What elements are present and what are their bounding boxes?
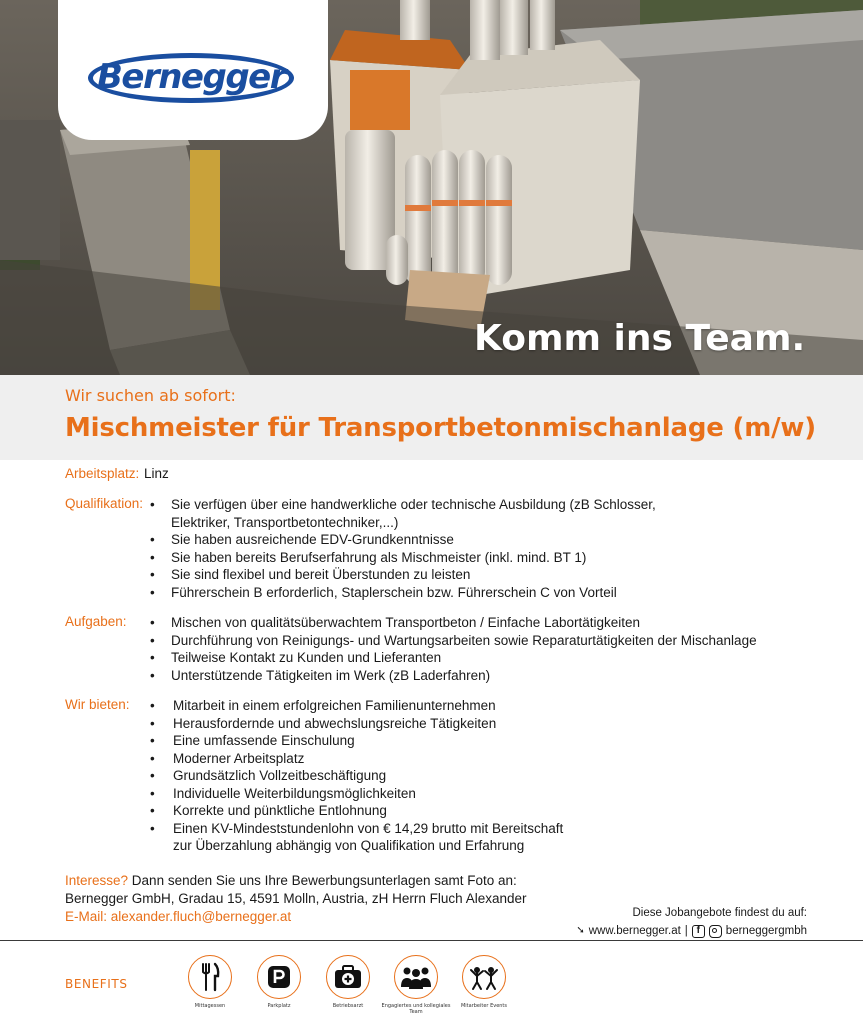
list-item-text: • Einen KV-Mindeststundenlohn von € 14,29 brutto mit Bereitschaft bbox=[173, 820, 564, 836]
list-item bbox=[150, 750, 563, 768]
hero-claim: Komm ins Team. bbox=[474, 318, 806, 359]
list-item bbox=[150, 614, 757, 632]
benefit-circle bbox=[462, 955, 506, 999]
first-aid-icon bbox=[334, 965, 362, 989]
list-item-text: Sie haben ausreichende EDV-Grundkenntnisse bbox=[171, 532, 454, 547]
list-item bbox=[150, 820, 563, 855]
list-item-text: Moderner Arbeitsplatz bbox=[173, 750, 305, 766]
wir-bieten-list bbox=[150, 697, 563, 855]
instagram-icon[interactable] bbox=[709, 925, 722, 938]
event-icon bbox=[468, 963, 500, 991]
list-item bbox=[150, 584, 656, 602]
cutlery-icon bbox=[197, 962, 223, 992]
list-item-text: Grundsätzlich Vollzeitbeschäftigung bbox=[173, 768, 387, 783]
benefit-caption: Parkplatz bbox=[267, 1003, 291, 1009]
parking-icon bbox=[267, 965, 291, 989]
list-item bbox=[150, 632, 757, 650]
list-item bbox=[150, 785, 563, 803]
benefits-label: BENEFITS bbox=[65, 977, 128, 991]
list-item bbox=[150, 715, 563, 733]
job-links bbox=[576, 904, 807, 940]
interest-label: Interesse? bbox=[65, 873, 129, 888]
benefit-circle bbox=[188, 955, 232, 999]
arbeitsplatz-label: Arbeitsplatz: bbox=[65, 466, 140, 481]
team-icon bbox=[399, 965, 433, 989]
list-item bbox=[150, 496, 656, 531]
list-item-text: Individuelle Weiterbildungsmöglichkeiten bbox=[173, 785, 416, 801]
list-item-text: Teilweise Kontakt zu Kunden und Lieferanten bbox=[171, 650, 442, 665]
list-item bbox=[150, 767, 563, 785]
benefit-item bbox=[444, 955, 524, 1009]
list-item-text: Durchführung von Reinigungs- und Wartungsarbeiten sowie Reparaturtätigkeiten der Mischanlage bbox=[171, 632, 757, 648]
list-item-text: zur Überzahlung abhängig von Qualifikation und Erfahrung bbox=[173, 838, 525, 853]
arbeitsplatz-value: Linz bbox=[144, 466, 169, 481]
interest-line bbox=[65, 872, 526, 890]
cursor-arrow-icon: ➘ bbox=[576, 925, 585, 936]
list-item-text: Herausfordernde und abwechslungsreiche Tätigkeiten bbox=[173, 715, 497, 731]
interest-text: Dann senden Sie uns Ihre Bewerbungsunterlagen samt Foto an: bbox=[128, 873, 517, 888]
list-item-text: Sie haben bereits Berufserfahrung als Mischmeister (inkl. mind. BT 1) bbox=[171, 549, 587, 565]
address-line: Bernegger GmbH, Gradau 15, 4591 Molln, Austria, zH Herrn Fluch Alexander bbox=[65, 891, 527, 906]
list-item bbox=[150, 531, 656, 549]
benefit-circle bbox=[394, 955, 438, 999]
benefit-caption: Betriebsarzt bbox=[332, 1003, 364, 1009]
benefit-item bbox=[239, 955, 319, 1009]
qualifikation-label: Qualifikation: bbox=[65, 496, 144, 511]
logo-card bbox=[58, 0, 328, 140]
list-item-text: Korrekte und pünktliche Entlohnung bbox=[173, 803, 387, 818]
social-handle[interactable]: berneggergmbh bbox=[725, 925, 807, 937]
jobs-heading: Diese Jobangebote findest du auf: bbox=[632, 907, 807, 919]
list-item-text: Mischen von qualitätsüberwachtem Transportbeton / Einfache Labortätigkeiten bbox=[171, 615, 641, 630]
list-item-text: Unterstützende Tätigkeiten im Werk (zB Laderfahren) bbox=[171, 667, 491, 683]
job-title: Mischmeister für Transportbetonmischanlage (m/w) bbox=[65, 413, 816, 443]
list-item bbox=[150, 649, 757, 667]
headline-sub: Wir suchen ab sofort: bbox=[65, 386, 236, 405]
website-link[interactable]: www.bernegger.at bbox=[588, 925, 681, 937]
list-item-text: Eine umfassende Einschulung bbox=[173, 733, 355, 748]
list-item-text: Elektriker, Transportbetontechniker,...) bbox=[171, 514, 399, 530]
list-item bbox=[150, 667, 757, 685]
list-item bbox=[150, 802, 563, 820]
list-item bbox=[150, 732, 563, 750]
hero-photo bbox=[0, 0, 863, 375]
wir-bieten-label: Wir bieten: bbox=[65, 697, 130, 712]
facebook-icon[interactable]: f bbox=[692, 925, 705, 938]
aufgaben-label: Aufgaben: bbox=[65, 614, 127, 629]
list-item-text: • Sie verfügen über eine handwerkliche oder technische Ausbildung (zB Schlosser, bbox=[171, 497, 656, 512]
benefit-circle bbox=[257, 955, 301, 999]
benefit-item bbox=[170, 955, 250, 1009]
qualifikation-list bbox=[150, 496, 656, 601]
jobs-link-row bbox=[576, 922, 807, 940]
email-link[interactable]: E-Mail: alexander.fluch@bernegger.at bbox=[65, 909, 292, 924]
benefit-caption: Mittagessen bbox=[194, 1003, 226, 1009]
footer-divider bbox=[0, 940, 863, 941]
benefit-circle bbox=[326, 955, 370, 999]
aufgaben-list bbox=[150, 614, 757, 684]
benefit-caption: Engagiertes und kollegiales Team bbox=[381, 1003, 451, 1015]
logo-wordmark: Bernegger bbox=[96, 57, 285, 97]
link-separator: | bbox=[684, 925, 688, 937]
list-item bbox=[150, 566, 656, 584]
headline-band bbox=[0, 375, 863, 460]
bernegger-logo[interactable] bbox=[88, 53, 294, 103]
list-item-text: Mitarbeit in einem erfolgreichen Familienunternehmen bbox=[173, 698, 496, 713]
contact-block bbox=[65, 872, 526, 926]
list-item bbox=[150, 697, 563, 715]
list-item-text: Führerschein B erforderlich, Staplerschein bzw. Führerschein C von Vorteil bbox=[171, 584, 617, 600]
benefit-caption: Mitarbeiter Events bbox=[460, 1003, 508, 1009]
list-item bbox=[150, 549, 656, 567]
list-item-text: Sie sind flexibel und bereit Überstunden zu leisten bbox=[171, 567, 471, 582]
